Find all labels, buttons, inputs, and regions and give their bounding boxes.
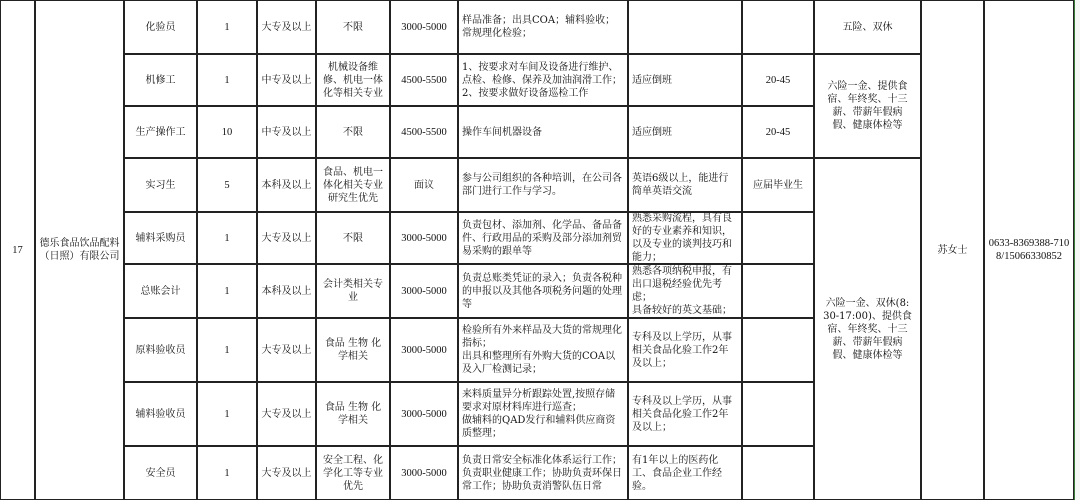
education-cell: 中专及以上 bbox=[257, 106, 316, 158]
count-cell: 1 bbox=[197, 318, 257, 382]
major-cell: 不限 bbox=[316, 106, 390, 158]
contact-person-cell: 苏女士 bbox=[921, 0, 984, 500]
requirement-cell: 熟悉采购流程，具有良好的专业素养和知识，以及专业的谈判技巧和能力； bbox=[628, 212, 742, 264]
duty-cell: 负责总账类凭证的录入；负责各税种的申报以及其他各项税务问题的处理等 bbox=[458, 264, 628, 318]
requirement-cell: 适应倒班 bbox=[628, 106, 742, 158]
position-cell: 化验员 bbox=[124, 0, 197, 54]
education-cell: 本科及以上 bbox=[257, 264, 316, 318]
requirement-cell: 有1年以上的医药化工、食品企业工作经验。 bbox=[628, 446, 742, 500]
sheet-edge bbox=[1074, 0, 1080, 500]
duty-cell: 样品准备；出具COA；辅料验收；常规理化检验； bbox=[458, 0, 628, 54]
duty-cell: 来料质量异分析跟踪处置,按照存储要求对原材料库进行巡查； 做辅料的QAD发行和辅料供应商资质整理； bbox=[458, 382, 628, 446]
note-cell: 应届毕业生 bbox=[742, 158, 814, 212]
welfare-cell: 六险一金、提供食宿、年终奖、十三薪、带薪年假病假、健康体检等 bbox=[814, 54, 921, 158]
salary-cell: 3000-5000 bbox=[390, 318, 458, 382]
duty-cell: 操作车间机器设备 bbox=[458, 106, 628, 158]
count-cell: 1 bbox=[197, 382, 257, 446]
age-cell bbox=[742, 264, 814, 318]
duty-cell: 1、按要求对车间及设备进行维护、点检、检修、保养及加油润滑工作； 2、按要求做好设备巡检工作 bbox=[458, 54, 628, 106]
count-cell: 1 bbox=[197, 264, 257, 318]
count-cell: 1 bbox=[197, 446, 257, 500]
company-index-cell: 17 bbox=[0, 0, 35, 500]
major-cell: 不限 bbox=[316, 212, 390, 264]
position-cell: 实习生 bbox=[124, 158, 197, 212]
major-cell: 食品 生物 化学相关 bbox=[316, 382, 390, 446]
welfare-cell: 五险、双休 bbox=[814, 0, 921, 54]
age-cell: 20-45 bbox=[742, 54, 814, 106]
position-cell: 原料验收员 bbox=[124, 318, 197, 382]
education-cell: 大专及以上 bbox=[257, 0, 316, 54]
age-cell bbox=[742, 0, 814, 54]
salary-cell: 3000-5000 bbox=[390, 382, 458, 446]
education-cell: 大专及以上 bbox=[257, 446, 316, 500]
position-cell: 生产操作工 bbox=[124, 106, 197, 158]
major-cell: 安全工程、化学化工等专业优先 bbox=[316, 446, 390, 500]
education-cell: 大专及以上 bbox=[257, 318, 316, 382]
major-cell: 机械设备维修、机电一体化等相关专业 bbox=[316, 54, 390, 106]
salary-cell: 3000-5000 bbox=[390, 212, 458, 264]
salary-cell: 3000-5000 bbox=[390, 446, 458, 500]
count-cell: 1 bbox=[197, 54, 257, 106]
salary-cell: 3000-5000 bbox=[390, 264, 458, 318]
requirement-cell: 专科及以上学历，从事相关食品化验工作2年及以上； bbox=[628, 318, 742, 382]
age-cell bbox=[742, 212, 814, 264]
major-cell: 会计类相关专业 bbox=[316, 264, 390, 318]
requirement-cell: 专科及以上学历，从事相关食品化验工作2年及以上； bbox=[628, 382, 742, 446]
salary-cell: 3000-5000 bbox=[390, 0, 458, 54]
position-cell: 总账会计 bbox=[124, 264, 197, 318]
duty-cell: 检验所有外来样品及大货的常规理化指标； 出具和整理所有外购大货的COA以及入厂检测记录； bbox=[458, 318, 628, 382]
company-name-cell: 德乐食品饮品配料（日照）有限公司 bbox=[35, 0, 124, 500]
requirement-cell: 适应倒班 bbox=[628, 54, 742, 106]
duty-cell: 负责包材、添加剂、化学品、备品备件、行政用品的采购及部分添加剂贸易采购的跟单等 bbox=[458, 212, 628, 264]
duty-cell: 参与公司组织的各种培训，在公司各部门进行工作与学习。 bbox=[458, 158, 628, 212]
duty-cell: 负责日常安全标准化体系运行工作；负责职业健康工作；协助负责环保日常工作；协助负责消警队伍日常 bbox=[458, 446, 628, 500]
age-cell bbox=[742, 318, 814, 382]
count-cell: 1 bbox=[197, 0, 257, 54]
education-cell: 大专及以上 bbox=[257, 382, 316, 446]
salary-cell: 4500-5500 bbox=[390, 54, 458, 106]
position-cell: 安全员 bbox=[124, 446, 197, 500]
count-cell: 5 bbox=[197, 158, 257, 212]
education-cell: 大专及以上 bbox=[257, 212, 316, 264]
major-cell: 食品、机电一体化相关专业研究生优先 bbox=[316, 158, 390, 212]
major-cell: 食品 生物 化学相关 bbox=[316, 318, 390, 382]
count-cell: 1 bbox=[197, 212, 257, 264]
age-cell bbox=[742, 446, 814, 500]
education-cell: 中专及以上 bbox=[257, 54, 316, 106]
position-cell: 辅料采购员 bbox=[124, 212, 197, 264]
major-cell: 不限 bbox=[316, 0, 390, 54]
requirement-cell: 英语6级以上，能进行简单英语交流 bbox=[628, 158, 742, 212]
count-cell: 10 bbox=[197, 106, 257, 158]
salary-cell: 面议 bbox=[390, 158, 458, 212]
age-cell: 20-45 bbox=[742, 106, 814, 158]
position-cell: 机修工 bbox=[124, 54, 197, 106]
requirement-cell bbox=[628, 0, 742, 54]
age-cell bbox=[742, 382, 814, 446]
requirement-cell: 熟悉各项纳税申报，有出口退税经验优先考虑； 具备较好的英文基础； bbox=[628, 264, 742, 318]
welfare-cell: 六险一金、双休(8:30-17:00)、提供食宿、年终奖、十三薪、带薪年假病假、健康体检等 bbox=[814, 158, 921, 500]
education-cell: 本科及以上 bbox=[257, 158, 316, 212]
salary-cell: 4500-5500 bbox=[390, 106, 458, 158]
phone-cell: 0633-8369388-7108/15066330852 bbox=[984, 0, 1074, 500]
position-cell: 辅料验收员 bbox=[124, 382, 197, 446]
